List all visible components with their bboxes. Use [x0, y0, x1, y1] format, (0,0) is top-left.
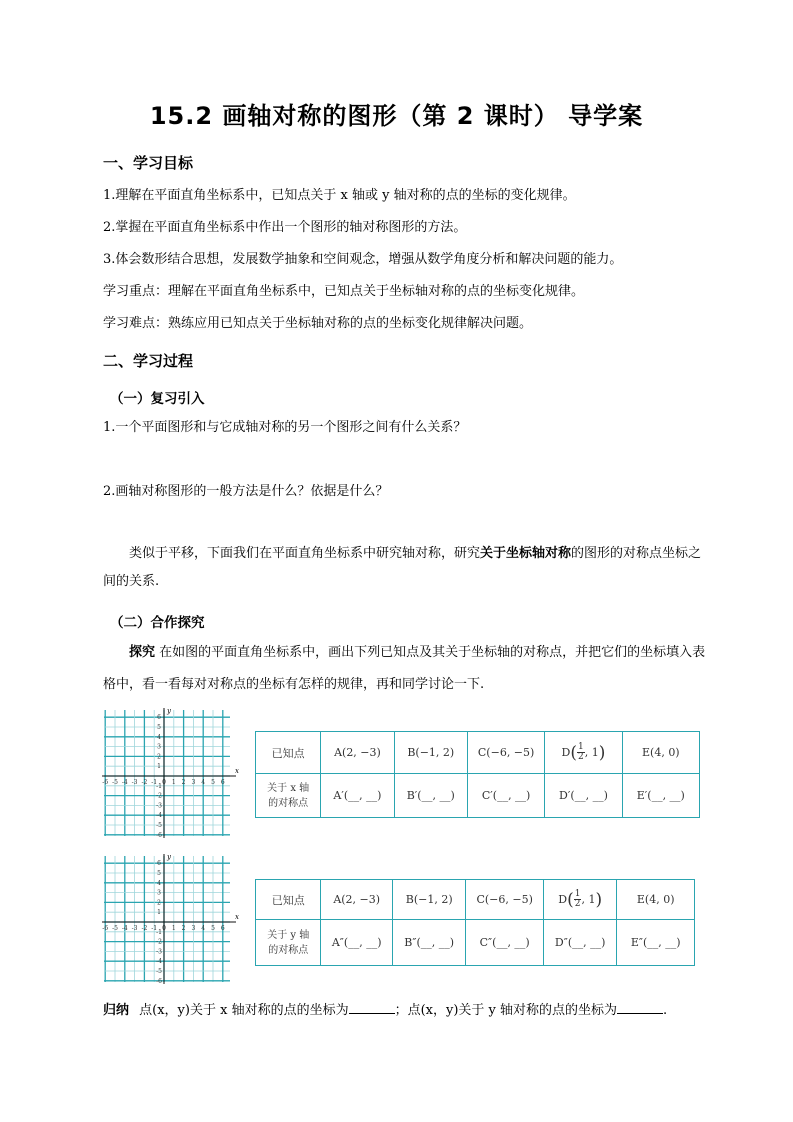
summary-label: 归纳: [103, 1003, 130, 1018]
x-tick-label: 4: [201, 925, 206, 932]
x-tick-label: -6: [102, 779, 109, 786]
answer-d-prime[interactable]: D′(__, __): [545, 774, 622, 818]
fraction-denominator: 2: [578, 752, 584, 762]
goal-item: 2.掌握在平面直角坐标系中作出一个图形的轴对称图形的方法。: [103, 220, 467, 235]
goal-item: 3.体会数形结合思想，发展数学抽象和空间观念，增强从数学角度分析和解决问题的能力。: [103, 252, 623, 267]
x-tick-label: 3: [191, 779, 196, 786]
x-tick-label: 3: [191, 925, 196, 932]
section-heading-goals: 一、学习目标: [103, 154, 194, 172]
intro-text-a: 类似于平移，下面我们在平面直角坐标系中研究轴对称，研究: [129, 546, 481, 561]
y-tick-label: 6: [157, 714, 161, 722]
y-tick-label: -3: [156, 802, 162, 810]
table-header-known: 已知点: [256, 880, 321, 920]
x-tick-label: -2: [141, 779, 148, 786]
x-tick-label: 6: [220, 779, 225, 786]
grid-lines: [102, 708, 236, 838]
point-c: C(−6, −5): [467, 732, 544, 774]
answer-e-double-prime[interactable]: E″(__, __): [617, 920, 695, 966]
y-tick-label: -1: [156, 782, 162, 790]
fraction-numerator: 1: [574, 889, 581, 899]
summary-text-a: 点(x，y)关于 x 轴对称的点的坐标为: [139, 1003, 349, 1018]
y-tick-label: -5: [156, 968, 162, 975]
y-tick-label: -6: [156, 977, 162, 984]
answer-e-prime[interactable]: E′(__, __): [622, 774, 699, 818]
review-question-1: 1.一个平面图形和与它成轴对称的另一个图形之间有什么关系？: [103, 420, 467, 435]
x-tick-label: -6: [102, 925, 109, 932]
y-tick-label: 4: [157, 733, 161, 741]
grid-lines: [102, 854, 236, 984]
answer-b-prime[interactable]: B′(__, __): [394, 774, 467, 818]
x-tick-label: -4: [121, 925, 128, 932]
intro-text-c: 间的关系.: [103, 574, 160, 589]
point-c: C(−6, −5): [466, 880, 544, 920]
table-header-known: 已知点: [256, 732, 321, 774]
subsection-review: （一）复习引入: [110, 391, 205, 407]
intro-text-b: 的图形的对称点坐标之: [571, 546, 702, 561]
point-d-fraction: [577, 743, 585, 762]
x-tick-label: -1: [151, 925, 158, 932]
summary-line: [103, 1001, 667, 1021]
explore-text-b: 格中，看一看每对对称点的坐标有怎样的规律，再和同学讨论一下.: [103, 677, 485, 692]
point-d-y: , 1: [581, 892, 596, 906]
x-tick-label: -2: [141, 925, 148, 932]
row-label-line-2: 的对称点: [268, 797, 309, 809]
x-axis-label: x: [235, 913, 239, 921]
y-tick-label: 1: [157, 763, 161, 771]
row-label-line-1: 关于 x 轴: [267, 782, 310, 794]
summary-text-b: ；点(x，y)关于 y 轴对称的点的坐标为: [394, 1003, 618, 1018]
explore-text-a: 在如图的平面直角坐标系中，画出下列已知点及其关于坐标轴的对称点，并把它们的坐标填入表: [159, 645, 706, 660]
summary-end: .: [663, 1003, 668, 1018]
answer-blank-x[interactable]: [349, 1001, 395, 1014]
y-tick-label: -5: [156, 822, 162, 829]
y-tick-label: -6: [156, 831, 162, 838]
x-tick-label: 6: [220, 925, 225, 932]
point-d-name: D: [561, 745, 571, 759]
row-label-line-2: 的对称点: [268, 944, 309, 956]
x-tick-label: 5: [211, 925, 215, 932]
point-a: A(2, −3): [321, 732, 394, 774]
symmetry-table-x: [255, 731, 700, 818]
point-b: B(−1, 2): [392, 880, 466, 920]
table-row-label-y: [256, 920, 321, 966]
y-tick-label: 2: [157, 753, 161, 761]
y-tick-label: -2: [156, 792, 162, 800]
coordinate-grid-y: [102, 852, 240, 984]
table-row-label-x: [256, 774, 321, 818]
y-axis-label: y: [167, 707, 171, 715]
fraction-numerator: 1: [578, 742, 584, 752]
y-axis-label: y: [167, 853, 171, 861]
answer-c-prime[interactable]: C′(__, __): [467, 774, 544, 818]
x-tick-label: 0: [162, 779, 166, 786]
x-tick-label: 2: [181, 779, 186, 786]
point-d: D( $\frac{1}{2}$ , 1): [543, 880, 617, 920]
point-a: A(2, −3): [321, 880, 392, 920]
intro-text-bold: 关于坐标轴对称: [480, 546, 572, 561]
y-tick-label: 2: [157, 899, 161, 907]
answer-a-double-prime[interactable]: A″(__, __): [321, 920, 392, 966]
x-tick-label: 4: [201, 779, 206, 786]
fraction-denominator: 2: [574, 899, 581, 909]
y-tick-label: 5: [157, 724, 161, 731]
x-tick-label: 2: [181, 925, 186, 932]
y-tick-label: 1: [157, 909, 161, 917]
explore-paragraph: [103, 637, 727, 701]
intro-paragraph: [103, 540, 727, 596]
symmetry-table-y: [255, 879, 695, 966]
explore-label: 探究: [129, 645, 156, 660]
y-tick-label: -3: [156, 948, 162, 956]
subsection-explore: （二）合作探究: [110, 615, 205, 631]
x-tick-label: 5: [211, 779, 215, 786]
y-tick-label: 3: [157, 743, 161, 751]
x-tick-label: -1: [151, 779, 158, 786]
x-tick-label: -3: [131, 779, 138, 786]
point-d-y: , 1: [584, 745, 599, 759]
answer-b-double-prime[interactable]: B″(__, __): [392, 920, 466, 966]
x-tick-label: -4: [121, 779, 128, 786]
y-tick-label: 3: [157, 889, 161, 897]
answer-c-double-prime[interactable]: C″(__, __): [466, 920, 544, 966]
y-tick-label: -1: [156, 928, 162, 936]
answer-blank-y[interactable]: [617, 1001, 663, 1014]
key-point: 学习重点：理解在平面直角坐标系中，已知点关于坐标轴对称的点的坐标变化规律。: [103, 284, 585, 299]
y-tick-label: 4: [157, 879, 161, 887]
page-title: 15.2 画轴对称的图形（第 2 课时） 导学案: [149, 102, 644, 130]
y-tick-label: 5: [157, 870, 161, 877]
x-axis-label: x: [235, 767, 239, 775]
x-tick-label: 1: [171, 925, 176, 932]
y-tick-label: -4: [156, 958, 162, 966]
point-e: E(4, 0): [622, 732, 699, 774]
x-tick-label: -5: [112, 779, 118, 786]
row-label-line-1: 关于 y 轴: [267, 929, 310, 941]
point-d-name: D: [558, 892, 568, 906]
x-tick-label: -5: [112, 925, 118, 932]
answer-a-prime[interactable]: A′(__, __): [321, 774, 394, 818]
y-tick-label: -2: [156, 938, 162, 946]
point-d: D( $\frac{1}{2}$ , 1): [545, 732, 622, 774]
review-question-2: 2.画轴对称图形的一般方法是什么？依据是什么？: [103, 484, 389, 499]
goal-item: 1.理解在平面直角坐标系中，已知点关于 x 轴或 y 轴对称的点的坐标的变化规律。: [103, 188, 576, 203]
x-tick-label: 1: [171, 779, 176, 786]
answer-d-double-prime[interactable]: D″(__, __): [543, 920, 617, 966]
difficult-point: 学习难点：熟练应用已知点关于坐标轴对称的点的坐标变化规律解决问题。: [103, 316, 533, 331]
point-b: B(−1, 2): [394, 732, 467, 774]
y-tick-label: 6: [157, 860, 161, 868]
section-heading-process: 二、学习过程: [103, 352, 194, 370]
point-e: E(4, 0): [617, 880, 695, 920]
coordinate-grid-x: [102, 706, 240, 838]
x-tick-label: -3: [131, 925, 138, 932]
x-tick-label: 0: [162, 925, 166, 932]
y-tick-label: -4: [156, 812, 162, 820]
